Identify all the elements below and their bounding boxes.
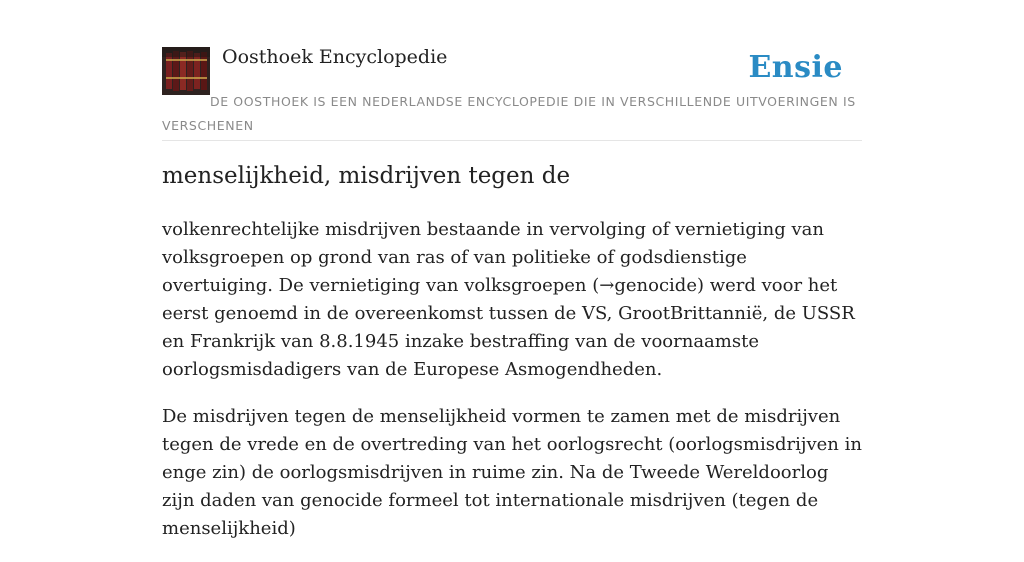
site-avatar[interactable] — [162, 47, 210, 95]
book-spines-icon — [162, 47, 210, 95]
article-title: menselijkheid, misdrijven tegen de — [162, 163, 571, 189]
site-tagline: DE OOSTHOEK IS EEN NEDERLANDSE ENCYCLOPEDIE DIE IN VERSCHILLENDE UITVOERINGEN IS VERSCHENEN — [162, 94, 856, 133]
article-body — [162, 216, 862, 562]
article-paragraph: De misdrijven tegen de menselijkheid vormen te zamen met de misdrijven tegen de vrede en de overtreding van het oorlogsrecht (oorlogsmisdrijven in enge zin) de oorlogsmisdrijven in ruime zin. Na de Tweede Wereldoorlog zijn daden van genocide formeel tot internationale misdrijven (tegen de menselijkheid) — [162, 406, 862, 539]
site-header — [162, 46, 862, 141]
article-paragraph: volkenrechtelijke misdrijven bestaande in vervolging of vernietiging van volksgroepen op grond van ras of van politieke of godsdienstige overtuiging. De vernietiging van volksgroepen (→genocide) werd voor het eerst genoemd in de overeenkomst tussen de VS, GrootBrittannië, de USSR en Frankrijk van 8.8.1945 inzake bestraffing van de voornaamste oorlogsmisdadigers van de Europese Asmogendheden. — [162, 219, 855, 380]
site-title[interactable]: Oosthoek Encyclopedie — [222, 46, 448, 68]
brand-logo[interactable]: Ensie — [748, 50, 843, 85]
